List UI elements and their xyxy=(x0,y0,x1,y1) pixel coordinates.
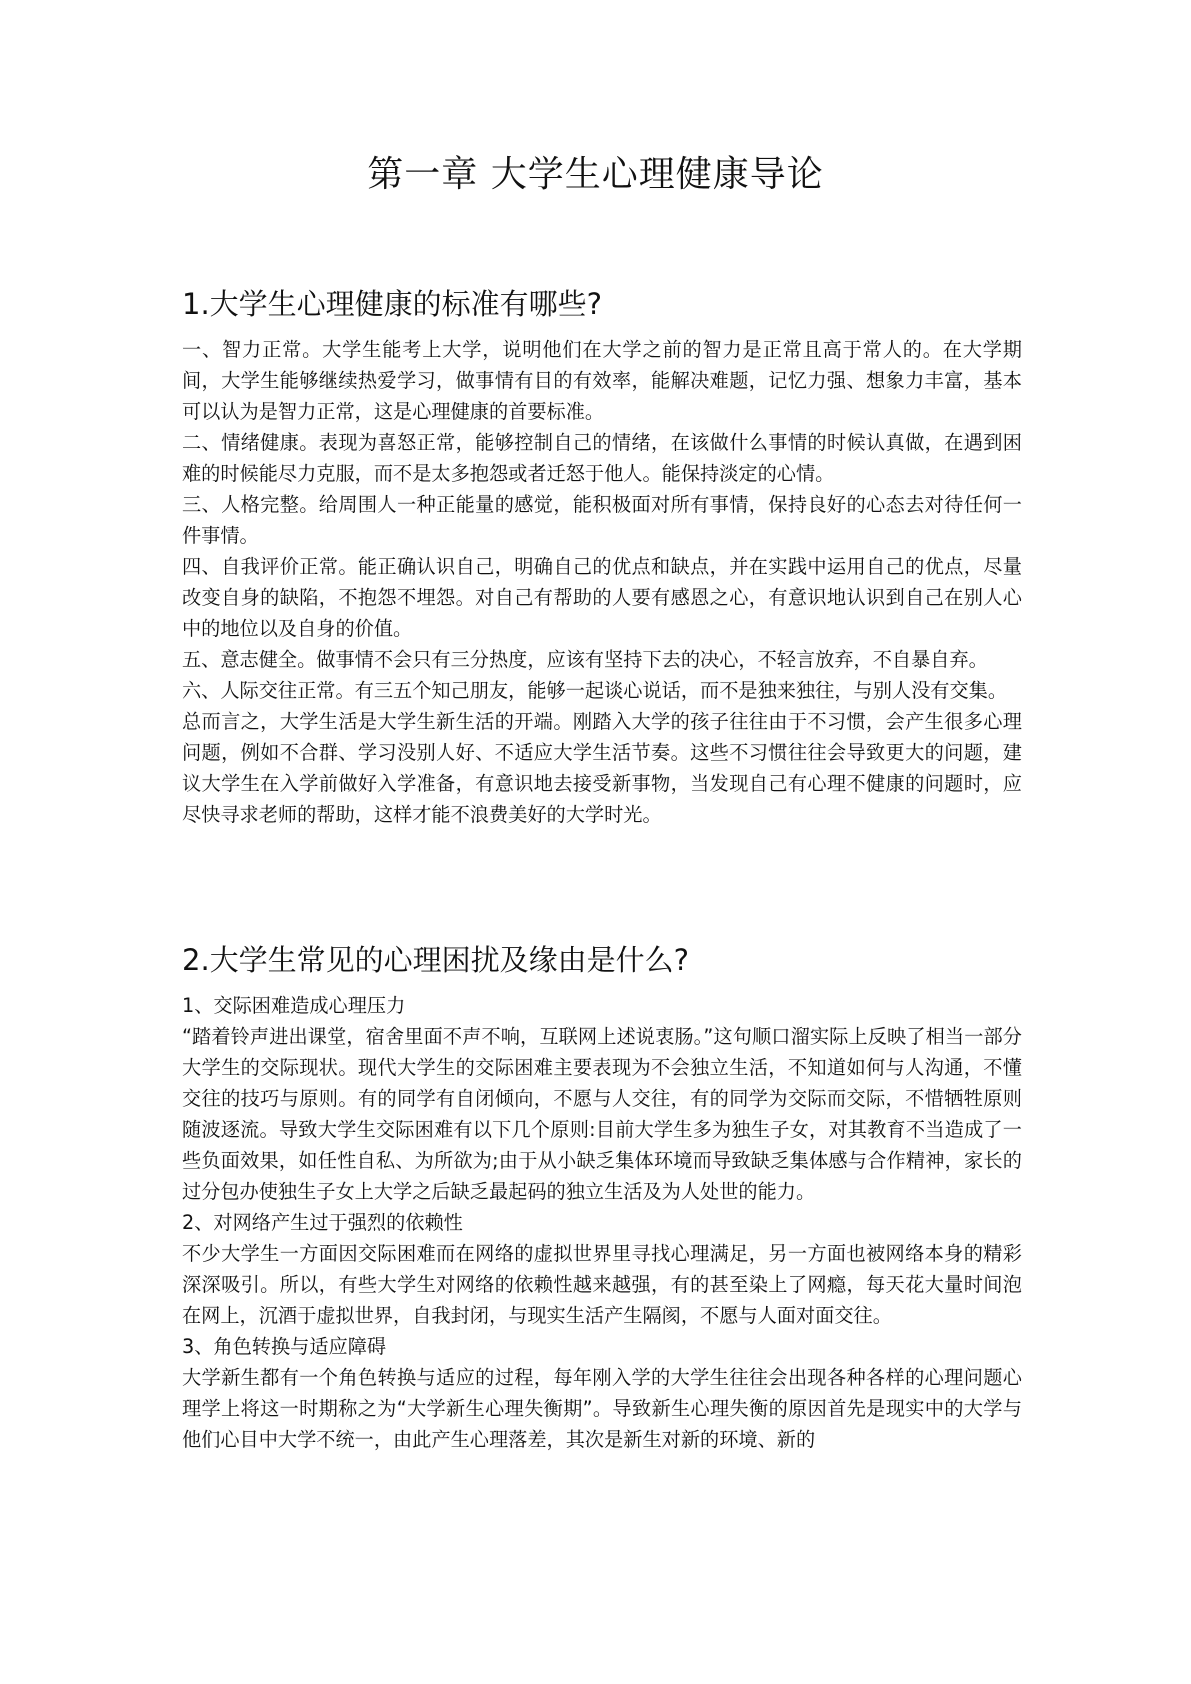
chapter-title: 第一章 大学生心理健康导论 xyxy=(367,154,824,195)
paragraph-self-evaluation: 四、自我评价正常。能正确认识自己，明确自己的优点和缺点，并在实践中运用自己的优点，尽量改变自身的缺陷，不抱怨不埋怨。对自己有帮助的人要有感恩之心，有意识地认识到自己在别人心中的地位以及自身的价值。 xyxy=(182,555,1022,640)
paragraph-emotion: 二、情绪健康。表现为喜怒正常，能够控制自己的情绪，在该做什么事情的时候认真做，在遇到困难的时候能尽力克服，而不是太多抱怨或者迁怒于他人。能保持淡定的心情。 xyxy=(182,431,1022,485)
subheading-internet-dependence: 2、对网络产生过于强烈的依赖性 xyxy=(182,1211,463,1234)
paragraph-intelligence: 一、智力正常。大学生能考上大学，说明他们在大学之前的智力是正常且高于常人的。在大学期间，大学生能够继续热爱学习，做事情有目的有效率，能解决难题，记忆力强、想象力丰富，基本可以认为是智力正常，这是心理健康的首要标准。 xyxy=(182,338,1022,423)
paragraph-will: 五、意志健全。做事情不会只有三分热度，应该有坚持下去的决心，不轻言放弃，不自暴自弃。 xyxy=(182,648,988,671)
section-heading: 1.大学生心理健康的标准有哪些? xyxy=(182,287,603,321)
section-troubles xyxy=(182,940,1022,1455)
paragraph-interpersonal: 六、人际交往正常。有三五个知己朋友，能够一起谈心说话，而不是独来独往，与别人没有交集。 xyxy=(182,679,1008,702)
section-heading: 2.大学生常见的心理困扰及缘由是什么? xyxy=(182,943,690,977)
paragraph-personality: 三、人格完整。给周围人一种正能量的感觉，能积极面对所有事情，保持良好的心态去对待任何一件事情。 xyxy=(182,493,1022,547)
paragraph-summary: 总而言之，大学生活是大学生新生活的开端。刚踏入大学的孩子往往由于不习惯，会产生很多心理问题，例如不合群、学习没别人好、不适应大学生活节奏。这些不习惯往往会导致更大的问题，建议大学生在入学前做好入学准备，有意识地去接受新事物，当发现自己有心理不健康的问题时，应尽快寻求老师的帮助，这样才能不浪费美好的大学时光。 xyxy=(182,710,1022,826)
section-standards xyxy=(182,284,1022,830)
subheading-social-difficulty: 1、交际困难造成心理压力 xyxy=(182,994,406,1017)
paragraph-social-difficulty: “踏着铃声进出课堂，宿舍里面不声不响，互联网上述说衷肠。”这句顺口溜实际上反映了相当一部分大学生的交际现状。现代大学生的交际困难主要表现为不会独立生活，不知道如何与人沟通，不懂交往的技巧与原则。有的同学有自闭倾向，不愿与人交往，有的同学为交际而交际，不惜牺牲原则随波逐流。导致大学生交际困难有以下几个原则:目前大学生多为独生子女，对其教育不当造成了一些负面效果，如任性自私、为所欲为;由于从小缺乏集体环境而导致缺乏集体感与合作精神，家长的过分包办使独生子女上大学之后缺乏最起码的独立生活及为人处世的能力。 xyxy=(182,1025,1022,1203)
paragraph-internet-dependence: 不少大学生一方面因交际困难而在网络的虚拟世界里寻找心理满足，另一方面也被网络本身的精彩深深吸引。所以，有些大学生对网络的依赖性越来越强，有的甚至染上了网瘾，每天花大量时间泡在网上，沉酒于虚拟世界，自我封闭，与现实生活产生隔阂，不愿与人面对面交往。 xyxy=(182,1242,1022,1327)
subheading-role-transition: 3、角色转换与适应障碍 xyxy=(182,1335,387,1358)
paragraph-role-transition: 大学新生都有一个角色转换与适应的过程，每年刚入学的大学生往往会出现各种各样的心理问题心理学上将这一时期称之为“大学新生心理失衡期”。导致新生心理失衡的原因首先是现实中的大学与他们心目中大学不统一，由此产生心理落差，其次是新生对新的环境、新的 xyxy=(182,1366,1022,1451)
